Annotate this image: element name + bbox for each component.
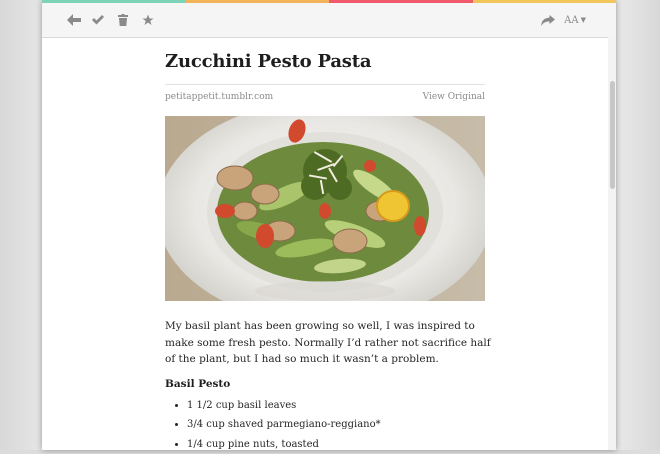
checkmark-icon[interactable] (90, 12, 106, 28)
list-item: • 1/4 cup pine nuts, toasted (187, 435, 485, 454)
scrollbar[interactable] (608, 37, 616, 450)
view-original-link[interactable]: View Original (423, 92, 485, 102)
article-meta (165, 92, 485, 102)
toolbar (42, 3, 616, 38)
title-divider (165, 84, 485, 85)
trash-icon[interactable] (115, 12, 131, 28)
star-icon[interactable] (140, 12, 156, 28)
ingredient-list (165, 396, 485, 454)
scrollbar-thumb[interactable] (610, 81, 615, 189)
reader-window (42, 0, 616, 450)
font-size-icon[interactable] (564, 12, 586, 28)
intro-paragraph: My basil plant has been growing so well, I was inspired to make some fresh pesto. Normally I’d rather not sacrifice half of the plant, but I had so much it wasn’t a problem. (165, 318, 495, 368)
list-item: • 1 1/2 cup basil leaves (187, 396, 485, 416)
font-size-label: AA (564, 15, 578, 26)
article (165, 50, 485, 454)
pasta-photo-illustration (165, 116, 485, 301)
article-photo (165, 116, 485, 301)
article-title: Zucchini Pesto Pasta (165, 50, 485, 74)
share-icon[interactable] (540, 12, 556, 28)
section-heading: Basil Pesto (165, 378, 485, 390)
list-item: • 3/4 cup shaved parmegiano-reggiano* (187, 415, 485, 435)
source-domain: petitappetit.tumblr.com (165, 92, 273, 102)
back-arrow-icon[interactable] (66, 12, 82, 28)
chevron-down-icon: ▼ (581, 16, 586, 24)
